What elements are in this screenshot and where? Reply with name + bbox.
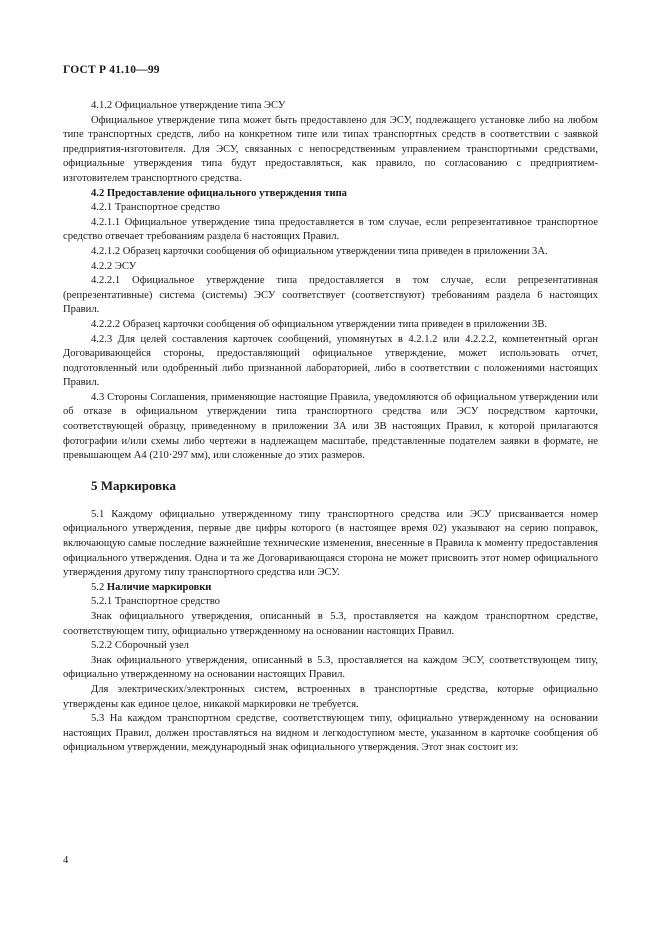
clause-5-2-heading: Наличие маркировки bbox=[106, 581, 212, 593]
clause-5-1: 5.1 Каждому официально утвержденному типу транспортного средства или ЭСУ присваивается номер официального утверждения, первые две цифры которого (в настоящее время 02) указывают на серию поправок, включающую самые последние важнейшие технические изменения, внесенные в Правила к моменту предоставления официального утверждения. Одна и та же Договаривающаяся сторона не может присвоить этот номер официального утверждения другому типу транспортного средства или ЭСУ. bbox=[63, 508, 598, 579]
clause-5-2 bbox=[63, 581, 598, 596]
clause-5-3: 5.3 На каждом транспортном средстве, соответствующем типу, официально утвержденному на основании настоящих Правил, должен проставляться на видном и легкодоступном месте, указанном в карточке сообщения об официальном утверждении, международный знак официального утверждения. Этот знак состоит из: bbox=[63, 713, 598, 754]
clause-4-2-2-1: 4.2.2.1 Официальное утверждение типа предоставляется в том случае, если репрезентативная (репрезентативные) система (системы) ЭСУ соответствует (соответствуют) требованиям раздела 6 настоящих Правил. bbox=[63, 275, 598, 316]
clause-4-2-2: 4.2.2 ЭСУ bbox=[91, 260, 137, 272]
clause-4-2-1-1: 4.2.1.1 Официальное утверждение типа предоставляется в том случае, если репрезентативное транспортное средство отвечает требованиям раздела 6 настоящих Правил. bbox=[63, 216, 598, 243]
clause-5-2-2: 5.2.2 Сборочный узел bbox=[91, 640, 189, 652]
clause-4-2-3: 4.2.3 Для целей составления карточек сообщений, упомянутых в 4.2.1.2 или 4.2.2.2, компетентный орган Договаривающейся стороны, предоставляющий официальное утверждение, может использовать отчет, подготовленный или одобренный либо признанной лабораторией, либо в соответствии с положениями настоящих Правил. bbox=[63, 333, 598, 389]
paragraph: Знак официального утверждения, описанный в 5.3, проставляется на каждом транспортном средстве, соответствующем типу, официально утвержденному на основании настоящих Правил. bbox=[63, 611, 598, 637]
clause-4-1-2: 4.1.2 Официальное утверждение типа ЭСУ bbox=[91, 100, 286, 111]
clause-4-2-heading: 4.2 Предоставление официального утверждения типа bbox=[91, 187, 347, 199]
paragraph: Официальное утверждение типа может быть предоставлено для ЭСУ, подлежащего установке либо на любом типе транспортных средств, либо на конкретном типе или типах транспортных средств в соответствии с заявкой предприятия-изготовителя. Для ЭСУ, связанных с непосредственным управлением транспортными средствами, официальные утверждения типа будут предоставляться, как правило, по согласованию с предприятием-изготовителем транспортного средства. bbox=[63, 114, 598, 184]
clause-4-3: 4.3 Стороны Соглашения, применяющие настоящие Правила, уведомляются об официальном утверждении или об отказе в официальном утверждении типа транспортного средства или ЭСУ посредством карточки, соответствующей образцу, приведенному в приложении 3А или 3В настоящих Правил, к которой прилагаются фотографии и/или схемы либо чертежи в надлежащем масштабе, представленные подателем заявки в формате, не превышающем А4 (210·297 мм), или сложенные до этих размеров. bbox=[63, 391, 598, 462]
clause-number: 5.2 bbox=[91, 581, 105, 593]
clause-4-2-2-2: 4.2.2.2 Образец карточки сообщения об официальном утверждении типа приведен в приложении 3В. bbox=[91, 318, 548, 330]
document-body bbox=[63, 99, 598, 756]
document-header: ГОСТ Р 41.10—99 bbox=[63, 64, 160, 76]
clause-5-2-1: 5.2.1 Транспортное средство bbox=[91, 596, 220, 608]
paragraph: Знак официального утверждения, описанный в 5.3, проставляется на каждом ЭСУ, соответствующем типу, официально утвержденному на основании настоящих Правил. bbox=[63, 654, 598, 681]
clause-4-2-1-2: 4.2.1.2 Образец карточки сообщения об официальном утверждении типа приведен в приложении 3А. bbox=[91, 245, 548, 257]
paragraph: Для электрических/электронных систем, встроенных в транспортные средства, которые официально утверждены как единое целое, никакой маркировки не требуется. bbox=[63, 683, 598, 710]
page-number: 4 bbox=[63, 855, 69, 866]
clause-4-2-1: 4.2.1 Транспортное средство bbox=[91, 202, 220, 214]
section-5-title: 5 Маркировка bbox=[91, 477, 176, 493]
